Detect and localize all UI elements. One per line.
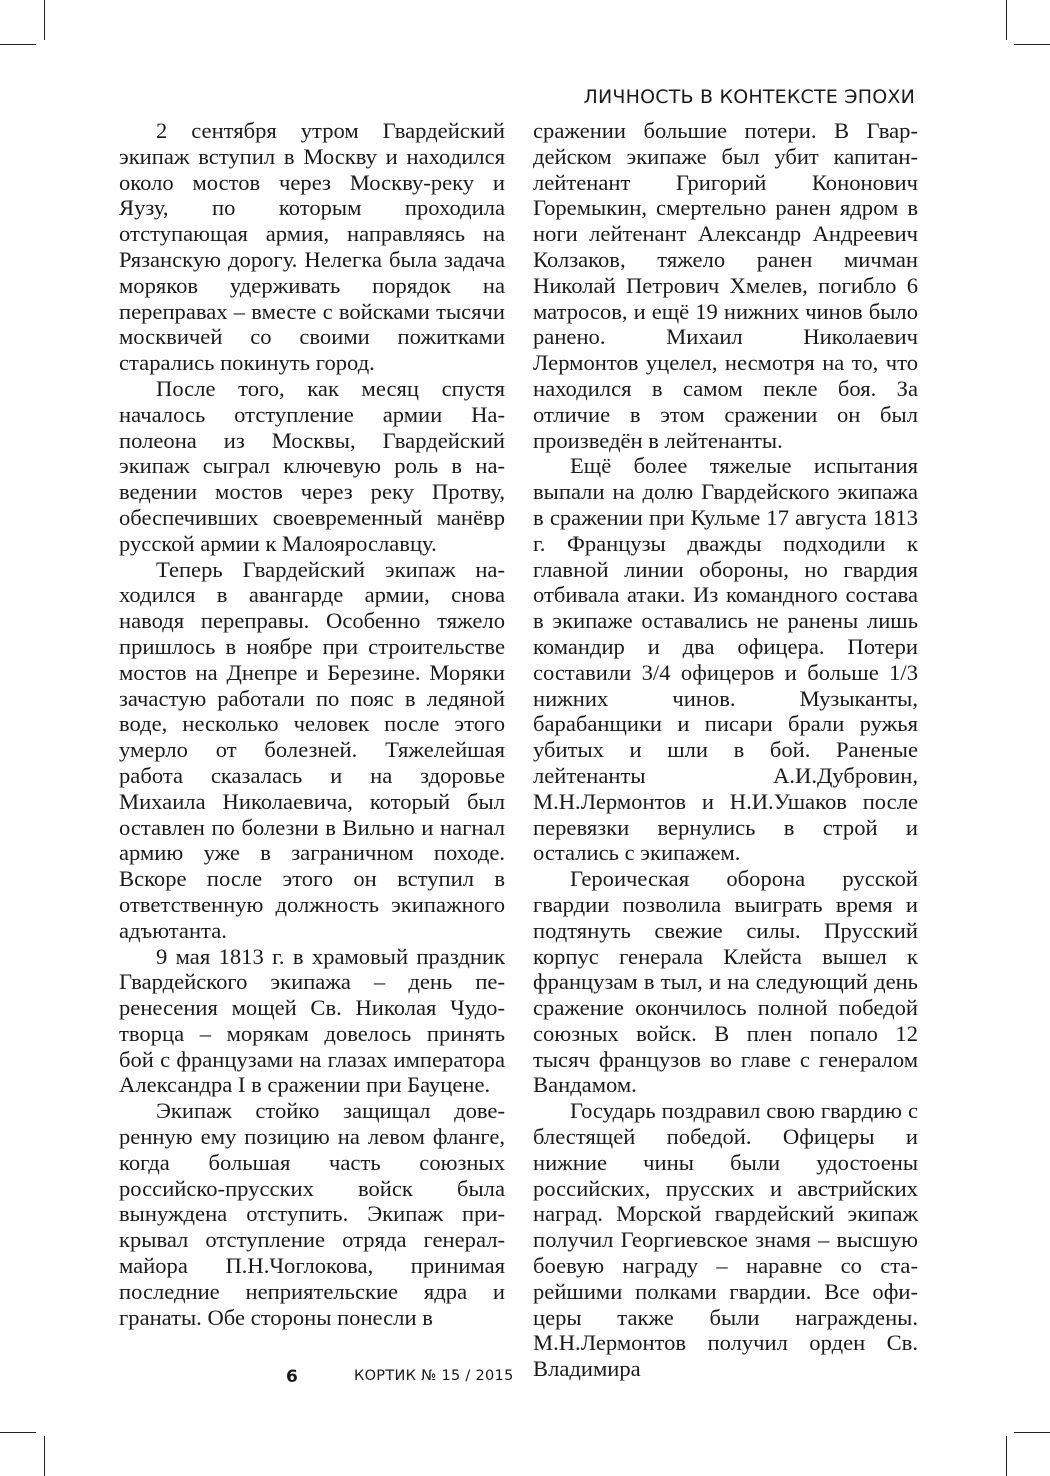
paragraph: Государь поздравил свою гвардию с блестящей победой. Офицеры и нижние чины были удостоены российских, прусских и австрийских наград. Морской гвардейский экипаж получил Георгиевское знамя – высшую боевую награду – наравне со старейшими полками гвардии. Все офицеры также были награждены. М.Н.Лермонтов получил орден Св. Владимира bbox=[533, 1098, 918, 1382]
paragraph: 9 мая 1813 г. в храмовый праздник Гвардейского экипажа – день перенесения мощей Св. Николая Чудотворца – морякам довелось принять бой с французами на глазах императора Александра I в сражении при Бауцене. bbox=[119, 943, 505, 1098]
paragraph: Ещё более тяжелые испытания выпали на долю Гвардейского экипажа в сражении при Кульме 17 августа 1813 г. Французы дважды подходили к главной линии обороны, но гвардия отбивала атаки. Из командного состава в экипаже оставались не ранены лишь командир и два офицера. Потери составили 3/4 офицеров и больше 1/3 нижних чинов. Музыканты, барабанщики и писари брали ружья убитых и шли в бой. Раненые лейтенанты А.И.Дубровин, М.Н.Лермонтов и Н.И.Ушаков после перевязки вернулись в строй и остались с экипажем. bbox=[533, 453, 918, 866]
paragraph: Теперь Гвардейский экипаж находился в авангарде армии, снова наводя переправы. Особенно тяжело пришлось в ноябре при строительстве мостов на Днепре и Березине. Моряки зачастую работали по пояс в ледяной воде, несколько человек после этого умерло от болезней. Тяжелейшая работа сказалась и на здоровье Михаила Николаевича, который был оставлен по болезни в Вильно и нагнал армию уже в заграничном походе. Вскоре после этого он вступил в ответственную должность экипажного адъютанта. bbox=[119, 556, 505, 943]
paragraph: Героическая оборона русской гвардии позволила выиграть время и подтянуть свежие силы. Прусский корпус генерала Клейста вышел к французам в тыл, и на следующий день сражение окончилось полной победой союзных войск. В плен попало 12 тысяч французов во главе с генералом Вандамом. bbox=[533, 866, 918, 1098]
crop-mark-top-right bbox=[1006, 0, 1007, 40]
page-number: 6 bbox=[286, 1367, 298, 1387]
crop-mark-top-left bbox=[44, 0, 45, 40]
journal-issue: КОРТИК № 15 / 2015 bbox=[354, 1368, 514, 1384]
paragraph: После того, как месяц спустя началось отступление армии Наполеона из Москвы, Гвардейский экипаж сыграл ключевую роль в наведении мостов через реку Протву, обеспечивших своевременный манёвр русской армии к Малоярославцу. bbox=[119, 375, 505, 556]
crop-mark-bottom-right bbox=[1006, 1436, 1007, 1476]
page-footer bbox=[0, 1367, 1050, 1387]
crop-mark-bottom-right bbox=[1014, 1432, 1050, 1433]
right-column bbox=[533, 118, 918, 1382]
running-head: ЛИЧНОСТЬ В КОНТЕКСТЕ ЭПОХИ bbox=[583, 86, 915, 108]
crop-mark-bottom-left bbox=[44, 1436, 45, 1476]
paragraph: Экипаж стойко защищал доверенную ему позицию на левом фланге, когда большая часть союзных российско-прусских войск была вынуждена отступить. Экипаж прикрывал отступление отряда генерал-майора П.Н.Чоглокова, принимая последние неприятельские ядра и гранаты. Обе стороны понесли в bbox=[119, 1098, 505, 1330]
left-column bbox=[119, 118, 505, 1330]
crop-mark-top-left bbox=[0, 44, 36, 45]
crop-mark-top-right bbox=[1014, 44, 1050, 45]
paragraph-continued: сражении большие потери. В Гвардейском экипаже был убит капитан-лейтенант Григорий Кононович Горемыкин, смертельно ранен ядром в ноги лейтенант Александр Андреевич Колзаков, тяжело ранен мичман Николай Петрович Хмелев, погибло 6 матросов, и ещё 19 нижних чинов было ранено. Михаил Николаевич Лермонтов уцелел, несмотря на то, что находился в самом пекле боя. За отличие в этом сражении он был произведён в лейтенанты. bbox=[533, 118, 918, 453]
crop-mark-bottom-left bbox=[0, 1432, 36, 1433]
paragraph: 2 сентября утром Гвардейский экипаж вступил в Москву и находился около мостов через Москву-реку и Яузу, по которым проходила отступающая армия, направляясь на Рязанскую дорогу. Нелегка была задача моряков удерживать порядок на переправах – вместе с войсками тысячи москвичей со своими пожитками старались покинуть город. bbox=[119, 118, 505, 376]
